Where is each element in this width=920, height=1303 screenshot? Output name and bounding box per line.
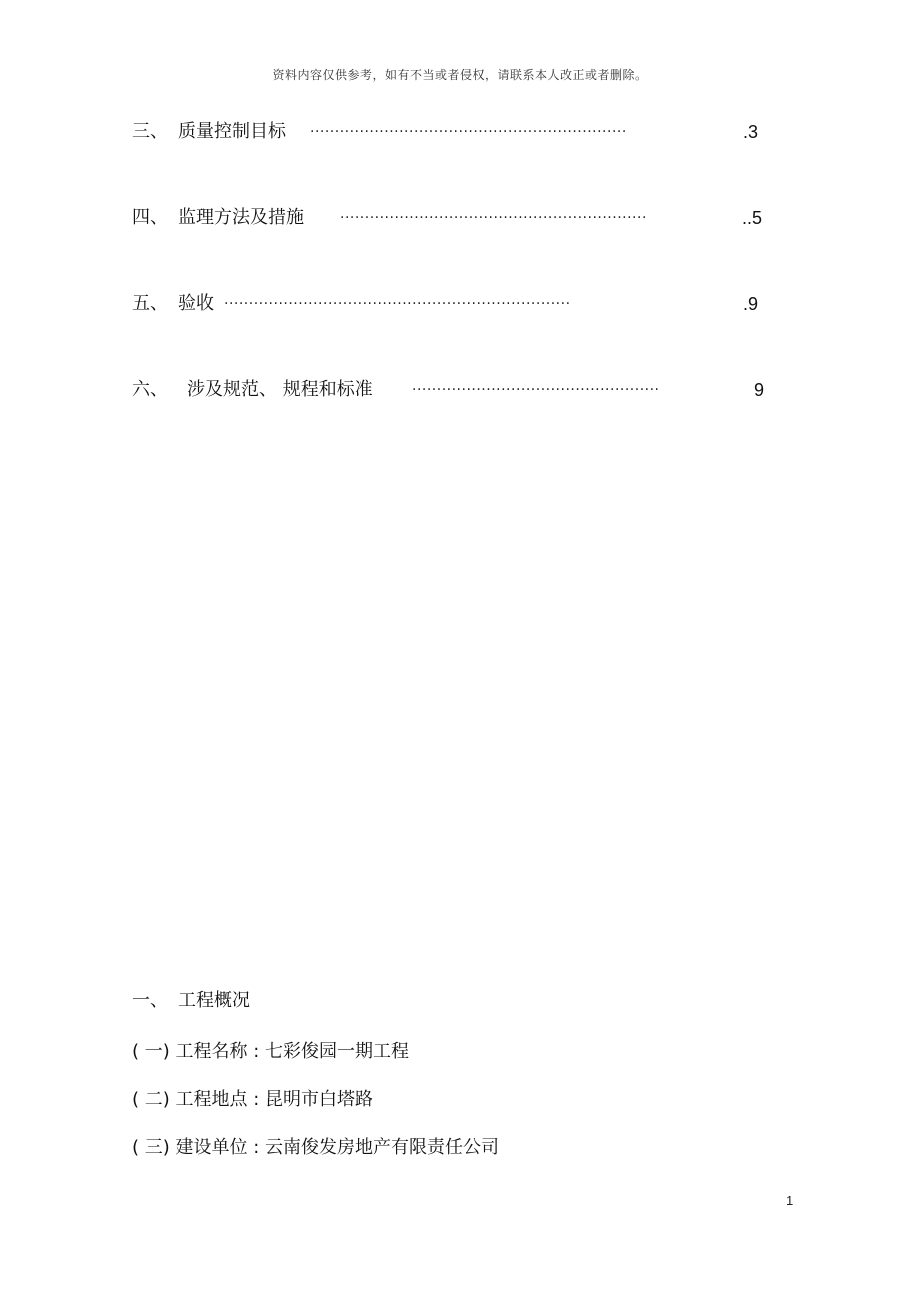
toc-entry (132, 118, 772, 146)
toc-title: 涉及规范、 规程和标准 (187, 379, 373, 400)
toc-page-number: .3 (743, 122, 759, 142)
toc-number: 五、 (132, 293, 168, 314)
project-location-line: ( 二) 工程地点 : 昆明市白塔路 (132, 1089, 373, 1110)
toc-number: 三、 (132, 121, 168, 142)
toc-entry (132, 204, 772, 232)
page-number: 1 (786, 1193, 794, 1208)
header-disclaimer: 资料内容仅供参考，如有不当或者侵权，请联系本人改正或者删除。 (272, 68, 648, 82)
toc-page-number: .9 (743, 294, 759, 314)
toc-leader-dots: ······································································ (224, 296, 571, 312)
toc-page-number: 9 (754, 380, 765, 400)
toc-number: 六、 (132, 379, 168, 400)
toc-leader-dots: ·················································· (412, 382, 660, 398)
section-title: 工程概况 (178, 990, 250, 1011)
toc-number: 四、 (132, 207, 168, 228)
toc-title: 质量控制目标 (178, 121, 286, 142)
toc-title: 监理方法及措施 (178, 207, 304, 228)
toc-page-number: ..5 (742, 208, 763, 228)
toc-entry (132, 290, 772, 318)
toc-leader-dots: ······························································ (340, 210, 647, 226)
project-name-line: ( 一) 工程名称 : 七彩俊园一期工程 (132, 1041, 409, 1062)
construction-unit-line: ( 三) 建设单位 : 云南俊发房地产有限责任公司 (132, 1137, 499, 1158)
section-number: 一、 (132, 990, 168, 1011)
toc-leader-dots: ································································ (310, 124, 627, 140)
toc-entry (132, 376, 772, 404)
toc-title: 验收 (178, 293, 214, 314)
